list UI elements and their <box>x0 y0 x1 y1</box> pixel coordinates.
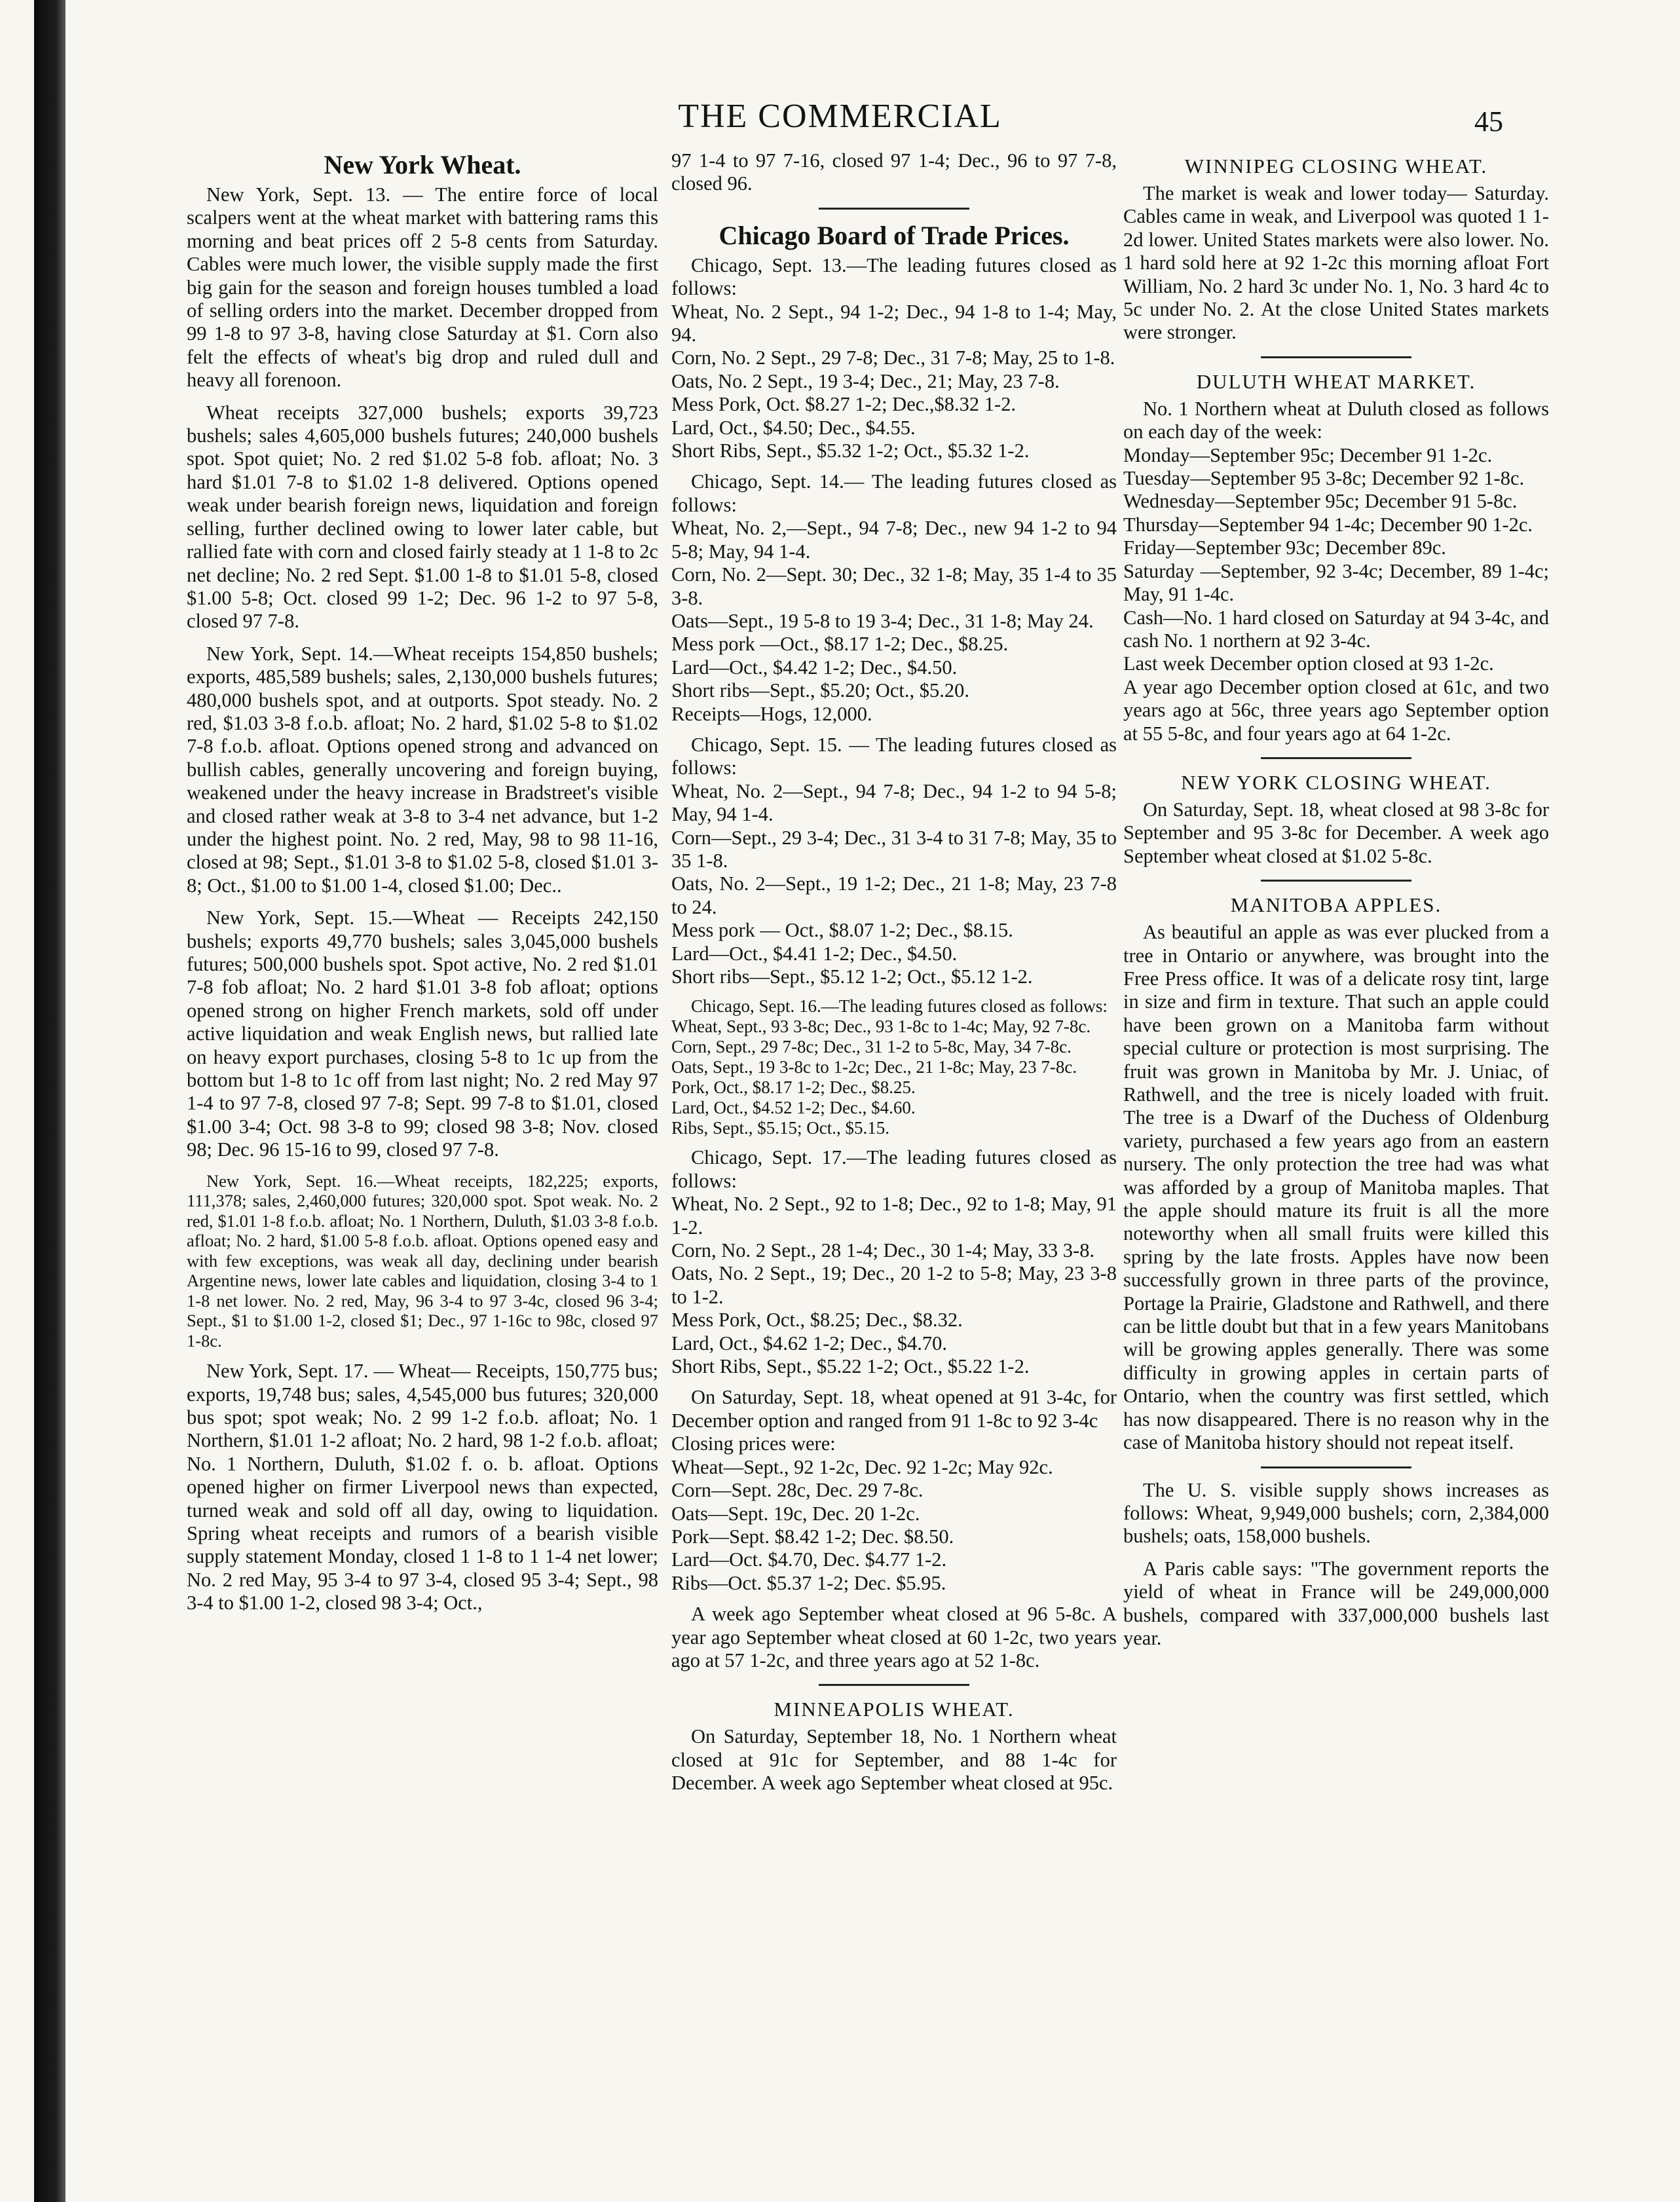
article-paragraph: The U. S. visible supply shows increases as follows: Wheat, 9,949,000 bushels; corn, 2,384,000 bushels; oats, 158,000 bushels. <box>1123 1478 1549 1548</box>
publication-title: THE COMMERCIAL <box>678 98 1002 135</box>
article-paragraph: New York, Sept. 13. — The entire force of local scalpers went at the wheat market with battering rams this morning and beat prices off 2 5-8 cents from Saturday. Cables were much lower, the visible supply made the first big gain for the season and foreign houses tumbled a load of selling orders into the market. December dropped from 99 1-8 to 97 3-8, having close Saturday at $1. Corn also felt the effects of wheat's big drop and ruled dull and heavy all forenoon. <box>187 183 658 392</box>
article-paragraph: On Saturday, Sept. 18, wheat closed at 98 3-8c for September and 95 3-8c for December. A week ago September wheat closed at $1.02 5-8c. <box>1123 798 1549 867</box>
market-report-sept-14: Chicago, Sept. 14.— The leading futures closed as follows: Wheat, No. 2,—Sept., 94 7-8; Dec., new 94 1-2 to 94 5-8; May, 94 1-4. Corn, No. 2—Sept. 30; Dec., 32 1-8; May, 35 1-4 to 35 3-8. Oats—Sept., 19 5-8 to 19 3-4; Dec., 31 1-8; May 24. Mess pork —Oct., $8.17 1-2; Dec., $8.25. Lard—Oct., $4.42 1-2; Dec., $4.50. Short ribs—Sept., $5.20; Oct., $5.20. Receipts—Hogs, 12,000. <box>671 470 1117 725</box>
article-paragraph: New York, Sept. 14.—Wheat receipts 154,850 bushels; exports, 485,589 bushels; sales, 2,130,000 bushels futures; 480,000 bushels spot, and at outports. Spot steady. No. 2 red, $1.03 3-8 f.o.b. afloat; No. 2 hard, $1.02 5-8 to $1.02 7-8 f.o.b. afloat. Options opened strong and advanced on bullish cables, generally uncovering and foreign buying, weakened under the heavy increase in Bradstreet's visible and closed rather weak at 3-8 to 3-4 net advance, but 1-2 under the highest point. No. 2 red, May, 98 to 98 11-16, closed at 98; Sept., $1.01 3-8 to $1.02 5-8, closed $1.01 3-8; Oct., $1.00 to $1.00 1-4, closed $1.00; Dec.. <box>187 642 658 897</box>
section-divider <box>819 1684 969 1686</box>
market-report-sept-16: Chicago, Sept. 16.—The leading futures closed as follows: Wheat, Sept., 93 3-8c; Dec., 93 1-8c to 1-4c; May, 92 7-8c. Corn, Sept., 29 7-8c; Dec., 31 1-2 to 5-8c, May, 34 7-8c. Oats, Sept., 19 3-8c to 1-2c; Dec., 21 1-8c; May, 23 7-8c. Pork, Oct., $8.17 1-2; Dec., $8.25. Lard, Oct., $4.52 1-2; Dec., $4.60. Ribs, Sept., $5.15; Oct., $5.15. <box>671 996 1108 1138</box>
article-paragraph: Wheat receipts 327,000 bushels; exports 39,723 bushels; sales 4,605,000 bushels futures; 240,000 bushels spot. Spot quiet; No. 2 red $1.02 5-8 fob. afloat; No. 3 hard $1.01 7-8 to $1.02 1-8 delivered. Options opened weak under bearish foreign news, liquidation and foreign selling, further declined owing to lower later cable, but rallied fate with corn and closed fairly steady at 1 1-8 to 2c net decline; No. 2 red Sept. $1.00 1-8 to $1.01 5-8, closed $1.00 5-8; Oct. closed 99 1-2; Dec. 96 1-2 to 97 5-8, closed 97 7-8. <box>187 401 658 633</box>
column-1 <box>187 149 658 2173</box>
article-heading-minneapolis: MINNEAPOLIS WHEAT. <box>774 1698 1015 1721</box>
market-report-sept-15: Chicago, Sept. 15. — The leading futures closed as follows: Wheat, No. 2—Sept., 94 7-8; Dec., 94 1-2 to 94 5-8; May, 94 1-4. Corn—Sept., 29 3-4; Dec., 31 3-4 to 31 7-8; May, 35 to 35 1-8. Oats, No. 2—Sept., 19 1-2; Dec., 21 1-8; May, 23 7-8 to 24. Mess pork — Oct., $8.07 1-2; Dec., $8.15. Lard—Oct., $4.41 1-2; Dec., $4.50. Short ribs—Sept., $5.12 1-2; Oct., $5.12 1-2. <box>671 733 1117 988</box>
page-number: 45 <box>1474 105 1503 138</box>
market-report-sept-18: On Saturday, Sept. 18, wheat opened at 91 3-4c, for December option and ranged from 91 1-8c to 92 3-4c Closing prices were: Wheat—Sept., 92 1-2c, Dec. 92 1-2c; May 92c. Corn—Sept. 28c, Dec. 29 7-8c. Oats—Sept. 19c, Dec. 20 1-2c. Pork—Sept. $8.42 1-2; Dec. $8.50. Lard—Oct. $4.70, Dec. $4.77 1-2. Ribs—Oct. $5.37 1-2; Dec. $5.95. <box>671 1386 1117 1594</box>
article-paragraph: As beautiful an apple as was ever plucked from a tree in Ontario or anywhere, was brought into the Free Press office. It was of a delicate rosy tint, large in size and firm in texture. That such an apple could have been grown on a Manitoba farm without special culture or protection is most surprising. The fruit was grown in Manitoba by Mr. J. Uniac, of Rathwell, and the tree is nicely loaded with fruit. The tree is a Dwarf of the Duchess of Oldenburg variety, purchased a few years ago from an eastern nursery. The only protection the tree had was what was afforded by a group of Manitoba maples. That the apple should mature its fruit is all the more noteworthy when all small fruits were killed this spring by the late frosts. Apples have now been successfully grown in three parts of the province, Portage la Prairie, Gladstone and Rathwell, and there can be little doubt but that in a few years Manitobans will be growing apples generally. There was some difficulty in growing apples in certain parts of Ontario, when the country was first settled, which has now disappeared. There is no reason why in the case of Manitoba history should not repeat itself. <box>1123 921 1549 1454</box>
article-paragraph: The market is weak and lower today— Saturday. Cables came in weak, and Liverpool was quoted 1 1-2d lower. United States markets were also lower. No. 1 hard sold here at 92 1-2c this morning afloat Fort William, No. 2 hard 3c under No. 1, No. 3 hard 4c to 5c under No. 2. At the close United States markets were stronger. <box>1123 182 1549 344</box>
market-report-sept-17: Chicago, Sept. 17.—The leading futures closed as follows: Wheat, No. 2 Sept., 92 to 1-8; Dec., 92 to 1-8; May, 91 1-2. Corn, No. 2 Sept., 28 1-4; Dec., 30 1-4; May, 33 3-8. Oats, No. 2 Sept., 19; Dec., 20 1-2 to 5-8; May, 23 3-8 to 1-2. Mess Pork, Oct., $8.25; Dec., $8.32. Lard, Oct., $4.62 1-2; Dec., $4.70. Short Ribs, Sept., $5.22 1-2; Oct., $5.22 1-2. <box>671 1146 1117 1378</box>
column-3 <box>1123 149 1549 2173</box>
market-report-sept-13: Chicago, Sept. 13.—The leading futures closed as follows: Wheat, No. 2 Sept., 94 1-2; Dec., 94 1-8 to 1-4; May, 94. Corn, No. 2 Sept., 29 7-8; Dec., 31 7-8; May, 25 to 1-8. Oats, No. 2 Sept., 19 3-4; Dec., 21; May, 23 7-8. Mess Pork, Oct. $8.27 1-2; Dec.,$8.32 1-2. Lard, Oct., $4.50; Dec., $4.55. Short Ribs, Sept., $5.32 1-2; Oct., $5.32 1-2. <box>671 253 1117 462</box>
continued-paragraph: 97 1-4 to 97 7-16, closed 97 1-4; Dec., 96 to 97 7-8, closed 96. <box>671 149 1117 195</box>
column-2 <box>658 149 1117 2173</box>
section-divider <box>819 208 969 210</box>
section-divider <box>1261 880 1411 882</box>
week-ago-paragraph: A week ago September wheat closed at 96 5-8c. A year ago September wheat closed at 60 1-2c, two years ago at 57 1-2c, and three years ago at 52 1-8c. <box>671 1603 1117 1671</box>
article-paragraph: New York, Sept. 17. — Wheat— Receipts, 150,775 bus; exports, 19,748 bus; sales, 4,545,000 bus futures; 320,000 bus spot; spot weak; No. 2 99 1-2 f.o.b. afloat; No. 1 Northern, $1.01 1-2 afloat; No. 2 hard, 98 1-2 f.o.b. afloat; No. 1 Northern, Duluth, $1.02 f. o. b. afloat. Options opened higher on firmer Liverpool news than expected, turned weak and sold off all day, owing to liquidation. Spring wheat receipts and rumors of a bearish visible supply statement Monday, closed 1 1-8 to 1 1-4 net lower; No. 2 red May, 95 3-4 to 97 3-4, closed 95 3-4; Sept., 98 3-4 to $1.00 1-2, closed 98 3-4; Oct., <box>187 1360 658 1614</box>
article-paragraph: On Saturday, September 18, No. 1 Northern wheat closed at 91c for September, and 88 1-4c for December. A week ago September wheat closed at 95c. <box>671 1725 1117 1795</box>
page-header <box>0 97 1680 143</box>
article-paragraph-small: New York, Sept. 16.—Wheat receipts, 182,225; exports, 111,378; sales, 2,460,000 futures; 320,000 spot. Spot weak. No. 2 red, $1.01 1-8 f.o.b. afloat; No. 1 Northern, Duluth, $1.03 3-8 f.o.b. afloat; No. 2 hard, $1.00 5-8 f.o.b. afloat. Options opened easy and with few exceptions, was weak all day, declining under bearish Argentine news, lower late cables and liquidation, closing 3-4 to 1 1-8 net lower. No. 2 red, May, 96 3-4 to 97 3-4c, closed 96 3-4; Sept., $1 to $1.00 1-2, closed $1; Dec., 97 1-16c to 98c, closed 97 1-8c. <box>187 1170 658 1351</box>
section-divider <box>1261 1466 1411 1468</box>
book-spine-shadow <box>34 0 65 2202</box>
section-divider <box>1261 356 1411 358</box>
article-heading-ny-closing: NEW YORK CLOSING WHEAT. <box>1181 770 1491 794</box>
article-paragraph: No. 1 Northern wheat at Duluth closed as follows on each day of the week: Monday—September 95c; December 91 1-2c. Tuesday—September 95 3-8c; December 92 1-8c. Wednesday—September 95c; December 91 5-8c. Thursday—September 94 1-4c; December 90 1-2c. Friday—September 93c; December 89c. Saturday —September, 92 3-4c; December, 89 1-4c; May, 91 1-4c. Cash—No. 1 hard closed on Saturday at 94 3-4c, and cash No. 1 northern at 92 3-4c. Last week December option closed at 93 1-2c. A year ago December option closed at 61c, and two years ago at 56c, three years ago September option at 55 5-8c, and four years ago at 64 1-2c. <box>1123 397 1549 745</box>
section-divider <box>1261 757 1411 759</box>
article-heading-winnipeg: WINNIPEG CLOSING WHEAT. <box>1184 155 1488 177</box>
article-heading-duluth: DULUTH WHEAT MARKET. <box>1196 369 1476 393</box>
article-heading-new-york-wheat: New York Wheat. <box>324 150 521 179</box>
article-heading-chicago-board: Chicago Board of Trade Prices. <box>719 220 1070 250</box>
article-paragraph: New York, Sept. 15.—Wheat — Receipts 242,150 bushels; exports 49,770 bushels; sales 3,045,000 bushels futures; 500,000 bushels spot. Spot active, No. 2 red $1.01 7-8 fob afloat; No. 2 hard $1.01 3-8 fob afloat; options opened strong on higher French markets, sold off under active liquidation and weak English news, but rallied late on heavy export purchases, closing 5-8 to 1c up from the bottom but 1-8 to 1c off from last night; No. 2 red May 97 1-4 to 97 7-8, closed 97 7-8; Sept. 99 7-8 to $1.01, closed $1.00 3-4; Oct. 98 3-8 to 99; closed 98 3-8; Nov. closed 98; Dec. 96 15-16 to 99, closed 97 7-8. <box>187 906 658 1161</box>
article-heading-manitoba-apples: MANITOBA APPLES. <box>1230 893 1442 917</box>
article-paragraph: A Paris cable says: "The government reports the yield of wheat in France will be 249,000,000 bushels, compared with 337,000,000 bushels last year. <box>1123 1557 1549 1649</box>
